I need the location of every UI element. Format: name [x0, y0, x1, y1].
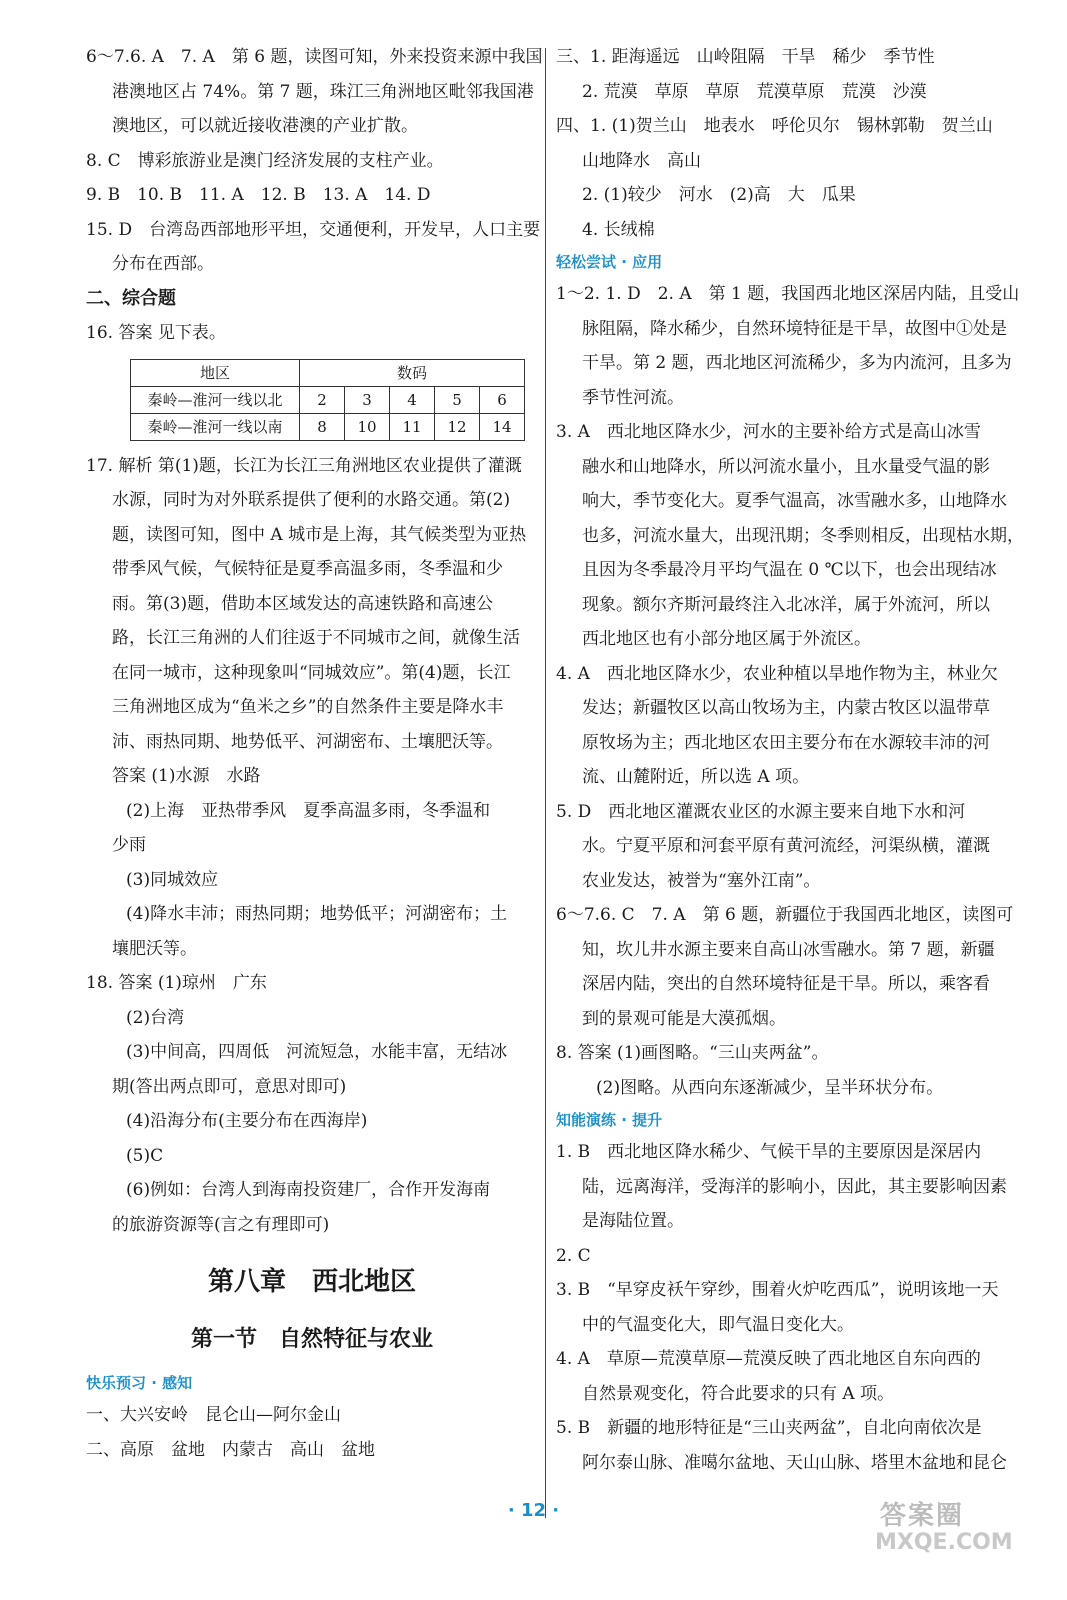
section-heading: 二、综合题 [86, 287, 176, 309]
text-line: 澳地区，可以就近接收港澳的产业扩散。 [112, 116, 418, 136]
text-line: 农业发达，被誉为“塞外江南”。 [582, 870, 821, 891]
text-line: 分布在西部。 [112, 254, 214, 274]
text-line: (4)降水丰沛；雨热同期；地势低平；河湖密布；土 [126, 904, 508, 924]
text-line: 3. B “早穿皮袄午穿纱，围着火炉吃西瓜”，说明该地一天 [556, 1280, 999, 1300]
text-line: 二、高原 盆地 内蒙古 高山 盆地 [86, 1439, 375, 1460]
text-line: 18. 答案 (1)琼州 广东 [86, 973, 267, 993]
text-line: 在同一城市，这种现象叫“同城效应”。第(4)题，长江 [112, 662, 511, 683]
text-line: 陆，远离海洋，受海洋的影响小，因此，其主要影响因素 [582, 1176, 1007, 1197]
table-cell: 2 [300, 386, 345, 413]
text-line: (6)例如：台湾人到海南投资建厂，合作开发海南 [126, 1180, 491, 1200]
text-line: 期(答出两点即可，意思对即可) [112, 1076, 347, 1097]
text-line: 6～7.6. C 7. A 第 6 题，新疆位于我国西北地区，读图可 [556, 905, 1014, 925]
text-line: 的旅游资源等(言之有理即可) [112, 1214, 330, 1235]
text-line: 融水和山地降水，所以河流水量小，且水量受气温的影 [582, 456, 990, 477]
text-line: 题，读图可知，图中 A 城市是上海，其气候类型为亚热 [112, 524, 527, 545]
text-line: 15. D 台湾岛西部地形平坦，交通便利，开发早，人口主要 [86, 219, 541, 240]
text-line: 答案 (1)水源 水路 [112, 766, 261, 786]
text-line: 四、1. (1)贺兰山 地表水 呼伦贝尔 锡林郭勒 贺兰山 [556, 116, 993, 136]
text-line: 4. A 草原—荒漠草原—荒漠反映了西北地区自东向西的 [556, 1349, 981, 1369]
subsection-tag: 轻松尝试 · 应用 [556, 253, 663, 271]
text-line: 2. 荒漠 草原 草原 荒漠草原 荒漠 沙漠 [582, 81, 927, 102]
text-line: 且因为冬季最冷月平均气温在 0 ℃以下，也会出现结冰 [582, 560, 997, 580]
table-row-label: 秦岭—淮河一线以南 [131, 413, 300, 440]
text-line: 雨。第(3)题，借助本区域发达的高速铁路和高速公 [112, 593, 494, 614]
text-line: 自然景观变化，符合此要求的只有 A 项。 [582, 1383, 895, 1404]
text-line: (3)同城效应 [126, 869, 219, 890]
text-line: 响大，季节变化大。夏季气温高，冰雪融水多，山地降水 [582, 491, 1007, 511]
table-cell: 8 [300, 413, 345, 440]
text-line: 4. 长绒棉 [582, 219, 655, 240]
text-line: 中的气温变化大，即气温日变化大。 [582, 1314, 854, 1335]
text-line: 8. 答案 (1)画图略。“三山夹两盆”。 [556, 1043, 829, 1063]
text-line: 也多，河流水量大，出现汛期；冬季则相反，出现枯水期， [582, 525, 1024, 546]
text-line: 6～7.6. A 7. A 第 6 题，读图可知，外来投资来源中我国 [86, 47, 543, 67]
text-line: 水。宁夏平原和河套平原有黄河流经，河渠纵横，灌溉 [582, 836, 990, 856]
text-line: (3)中间高，四周低 河流短急，水能丰富，无结冰 [126, 1042, 508, 1062]
text-line: 8. C 博彩旅游业是澳门经济发展的支柱产业。 [86, 150, 444, 171]
text-line: (2)台湾 [126, 1007, 185, 1028]
text-line: 1～2. 1. D 2. A 第 1 题，我国西北地区深居内陆，且受山 [556, 284, 1020, 304]
text-line: 深居内陆，突出的自然环境特征是干旱。所以，乘客看 [582, 974, 990, 994]
table-row-label: 秦岭—淮河一线以北 [131, 386, 300, 413]
text-line: 5. B 新疆的地形特征是“三山夹两盆”，自北向南依次是 [556, 1418, 982, 1438]
table-header: 地区 [131, 359, 300, 386]
text-line: 17. 解析 第(1)题，长江为长江三角洲地区农业提供了灌溉 [86, 455, 522, 476]
text-line: 季节性河流。 [582, 387, 684, 408]
text-line: 发达；新疆牧区以高山牧场为主，内蒙古牧区以温带草 [582, 698, 990, 718]
text-line: 干旱。第 2 题，西北地区河流稀少，多为内流河，且多为 [582, 353, 1012, 373]
table-cell: 14 [480, 413, 525, 440]
table-cell: 6 [480, 386, 525, 413]
text-line: (5)C [126, 1145, 164, 1166]
text-line: 流、山麓附近，所以选 A 项。 [582, 767, 810, 787]
table-cell: 12 [435, 413, 480, 440]
text-line: 西北地区也有小部分地区属于外流区。 [582, 629, 871, 649]
text-line: 2. C [556, 1245, 591, 1266]
subsection-tag: 快乐预习 · 感知 [86, 1374, 193, 1392]
text-line: 1. B 西北地区降水稀少、气候干旱的主要原因是深居内 [556, 1142, 982, 1162]
table-cell: 4 [390, 386, 435, 413]
text-line: 是海陆位置。 [582, 1211, 684, 1231]
text-line: 9. B 10. B 11. A 12. B 13. A 14. D [86, 185, 431, 205]
text-line: 脉阻隔，降水稀少，自然环境特征是干旱，故图中①处是 [582, 318, 1007, 339]
text-line: (4)沿海分布(主要分布在西海岸) [126, 1111, 368, 1131]
text-line: (2)图略。从西向东逐渐减少，呈半环状分布。 [596, 1077, 944, 1098]
text-line: 现象。额尔齐斯河最终注入北冰洋，属于外流河，所以 [582, 594, 990, 615]
column-divider [545, 48, 546, 1518]
text-line: 沛、雨热同期、地势低平、河湖密布、土壤肥沃等。 [112, 731, 503, 752]
section-title: 第一节 自然特征与农业 [190, 1327, 433, 1352]
text-line: 少雨 [112, 835, 146, 855]
subsection-tag: 知能演练 · 提升 [556, 1111, 663, 1129]
answer-table [130, 359, 525, 441]
text-line: 阿尔泰山脉、准噶尔盆地、天山山脉、塔里木盆地和昆仑 [582, 1452, 1007, 1473]
text-line: 三角洲地区成为“鱼米之乡”的自然条件主要是降水丰 [112, 697, 504, 717]
text-line: 港澳地区占 74%。第 7 题，珠江三角洲地区毗邻我国港 [112, 81, 534, 102]
text-line: 原牧场为主；西北地区农田主要分布在水源较丰沛的河 [582, 732, 990, 753]
watermark: 答案圈 [880, 1501, 965, 1531]
table-cell: 11 [390, 413, 435, 440]
table-cell: 5 [435, 386, 480, 413]
table-cell: 10 [345, 413, 390, 440]
table-cell: 3 [345, 386, 390, 413]
text-line: 山地降水 高山 [582, 150, 701, 171]
right-column [556, 40, 1024, 1480]
text-line: (2)上海 亚热带季风 夏季高温多雨，冬季温和 [126, 800, 491, 821]
left-column [86, 40, 543, 1467]
text-line: 3. A 西北地区降水少，河水的主要补给方式是高山冰雪 [556, 422, 981, 442]
page-number: · 12 · [507, 1500, 560, 1521]
text-line: 到的景观可能是大漠孤烟。 [582, 1008, 786, 1029]
text-line: 16. 答案 见下表。 [86, 323, 226, 343]
text-line: 水源，同时为对外联系提供了便利的水路交通。第(2) [112, 490, 511, 510]
text-line: 5. D 西北地区灌溉农业区的水源主要来自地下水和河 [556, 801, 966, 822]
text-line: 壤肥沃等。 [112, 938, 197, 959]
table-header: 数码 [300, 359, 525, 386]
text-line: 知，坎儿井水源主要来自高山冰雪融水。第 7 题，新疆 [582, 939, 995, 960]
text-line: 2. (1)较少 河水 (2)高 大 瓜果 [582, 185, 856, 205]
text-line: 带季风气候，气候特征是夏季高温多雨，冬季温和少 [112, 559, 503, 579]
text-line: 路，长江三角洲的人们往返于不同城市之间，就像生活 [112, 628, 520, 648]
text-line: 4. A 西北地区降水少，农业种植以旱地作物为主，林业欠 [556, 663, 998, 684]
watermark-url: MXQE.COM [875, 1530, 1013, 1555]
text-line: 一、大兴安岭 昆仑山—阿尔金山 [86, 1405, 341, 1425]
chapter-title: 第八章 西北地区 [207, 1267, 416, 1297]
text-line: 三、1. 距海遥远 山岭阻隔 干旱 稀少 季节性 [556, 47, 935, 67]
